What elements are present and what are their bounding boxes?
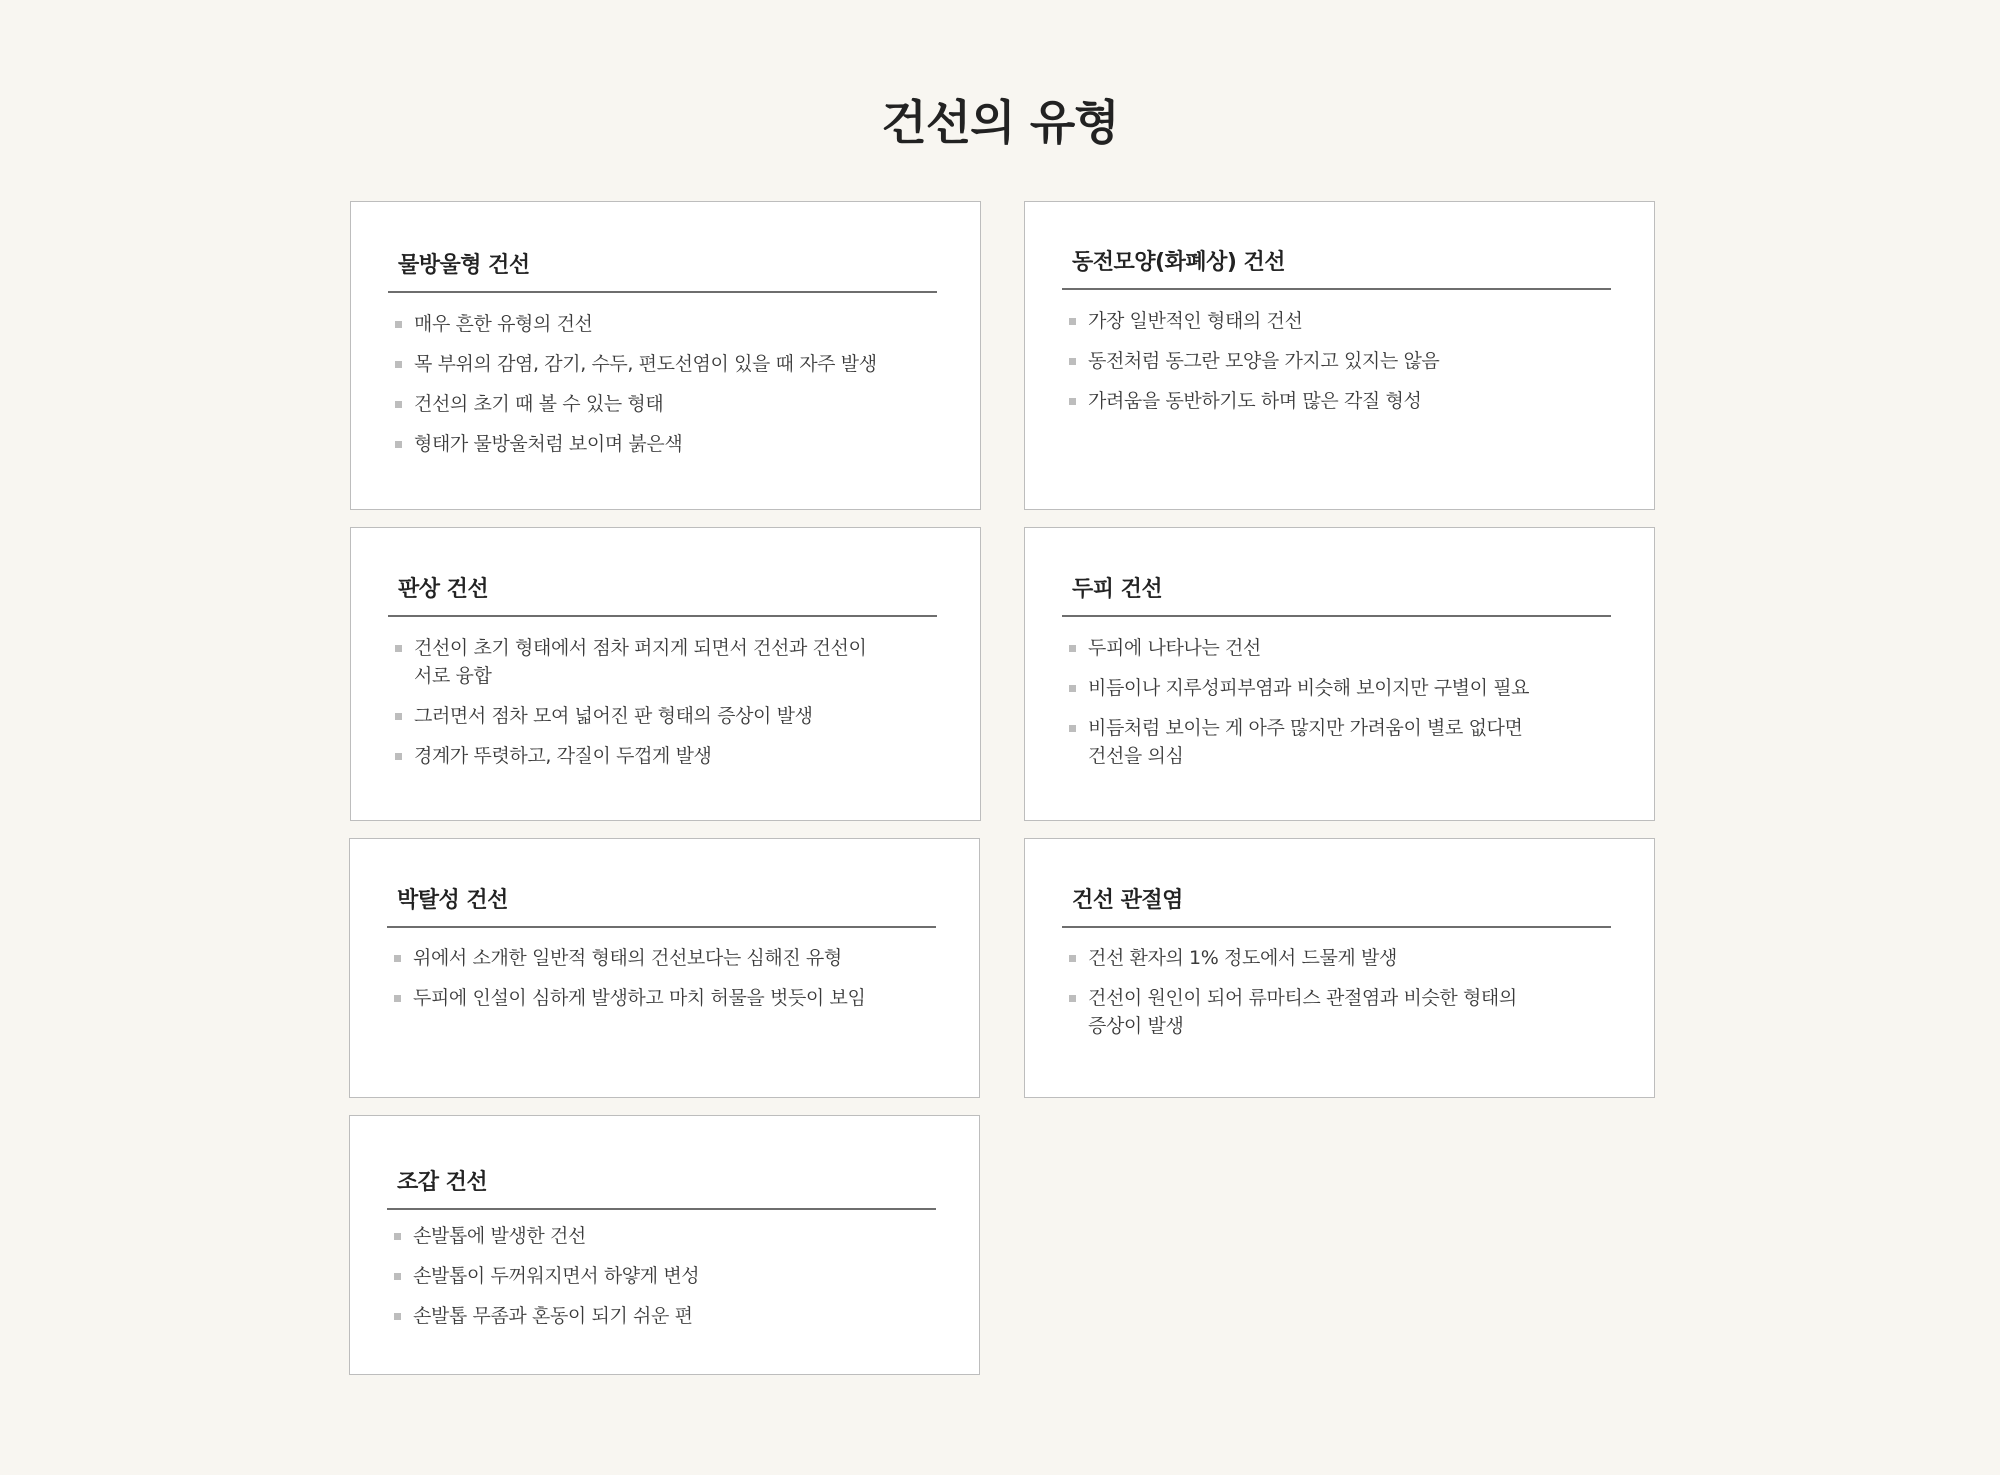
card-guttate-psoriasis xyxy=(350,201,981,510)
bullet-icon xyxy=(395,645,402,652)
list-item: 매우 흔한 유형의 건선 xyxy=(388,310,937,338)
bullet-icon xyxy=(394,955,401,962)
list-item: 건선이 원인이 되어 류마티스 관절염과 비슷한 형태의 증상이 발생 xyxy=(1062,984,1611,1040)
list-item: 위에서 소개한 일반적 형태의 건선보다는 심해진 유형 xyxy=(387,944,936,972)
list-item: 건선이 초기 형태에서 점차 퍼지게 되면서 건선과 건선이 서로 융합 xyxy=(388,634,937,690)
list-item: 비듬처럼 보이는 게 아주 많지만 가려움이 별로 없다면 건선을 의심 xyxy=(1062,714,1611,770)
card-psoriatic-arthritis xyxy=(1024,838,1655,1098)
bullet-icon xyxy=(1069,358,1076,365)
card-scalp-psoriasis xyxy=(1024,527,1655,821)
list-item: 건선의 초기 때 볼 수 있는 형태 xyxy=(388,390,937,418)
list-item: 비듬이나 지루성피부염과 비슷해 보이지만 구별이 필요 xyxy=(1062,674,1611,702)
list-item: 그러면서 점차 모여 넓어진 판 형태의 증상이 발생 xyxy=(388,702,937,730)
card-list xyxy=(1062,634,1611,782)
list-item: 목 부위의 감염, 감기, 수두, 편도선염이 있을 때 자주 발생 xyxy=(388,350,937,378)
card-title: 물방울형 건선 xyxy=(388,248,937,293)
list-item: 손발톱에 발생한 건선 xyxy=(387,1222,936,1250)
list-item: 손발톱이 두꺼워지면서 하얗게 변성 xyxy=(387,1262,936,1290)
bullet-icon xyxy=(395,441,402,448)
list-item: 형태가 물방울처럼 보이며 붉은색 xyxy=(388,430,937,458)
card-list xyxy=(387,1222,936,1342)
bullet-icon xyxy=(395,401,402,408)
card-title: 두피 건선 xyxy=(1062,572,1611,617)
card-list xyxy=(388,310,937,470)
card-title: 판상 건선 xyxy=(388,572,937,617)
bullet-icon xyxy=(1069,955,1076,962)
bullet-icon xyxy=(394,1313,401,1320)
bullet-icon xyxy=(1069,685,1076,692)
card-list xyxy=(387,944,936,1024)
card-title: 동전모양(화폐상) 건선 xyxy=(1062,245,1611,290)
list-item: 가려움을 동반하기도 하며 많은 각질 형성 xyxy=(1062,387,1611,415)
bullet-icon xyxy=(394,1273,401,1280)
card-list xyxy=(1062,944,1611,1052)
card-list xyxy=(388,634,937,782)
list-item: 경계가 뚜렷하고, 각질이 두껍게 발생 xyxy=(388,742,937,770)
bullet-icon xyxy=(395,321,402,328)
card-title: 조갑 건선 xyxy=(387,1165,936,1210)
list-item: 건선 환자의 1% 정도에서 드물게 발생 xyxy=(1062,944,1611,972)
card-plaque-psoriasis xyxy=(350,527,981,821)
card-exfoliative-psoriasis xyxy=(349,838,980,1098)
list-item: 가장 일반적인 형태의 건선 xyxy=(1062,307,1611,335)
page-title: 건선의 유형 xyxy=(881,96,1119,151)
bullet-icon xyxy=(394,1233,401,1240)
bullet-icon xyxy=(394,995,401,1002)
bullet-icon xyxy=(1069,318,1076,325)
card-title: 박탈성 건선 xyxy=(387,883,936,928)
bullet-icon xyxy=(1069,645,1076,652)
card-nail-psoriasis xyxy=(349,1115,980,1375)
bullet-icon xyxy=(1069,725,1076,732)
bullet-icon xyxy=(1069,398,1076,405)
card-nummular-psoriasis xyxy=(1024,201,1655,510)
list-item: 두피에 나타나는 건선 xyxy=(1062,634,1611,662)
bullet-icon xyxy=(395,361,402,368)
bullet-icon xyxy=(395,753,402,760)
bullet-icon xyxy=(1069,995,1076,1002)
card-title: 건선 관절염 xyxy=(1062,883,1611,928)
list-item: 동전처럼 동그란 모양을 가지고 있지는 않음 xyxy=(1062,347,1611,375)
list-item: 두피에 인설이 심하게 발생하고 마치 허물을 벗듯이 보임 xyxy=(387,984,936,1012)
card-list xyxy=(1062,307,1611,427)
bullet-icon xyxy=(395,713,402,720)
list-item: 손발톱 무좀과 혼동이 되기 쉬운 편 xyxy=(387,1302,936,1330)
